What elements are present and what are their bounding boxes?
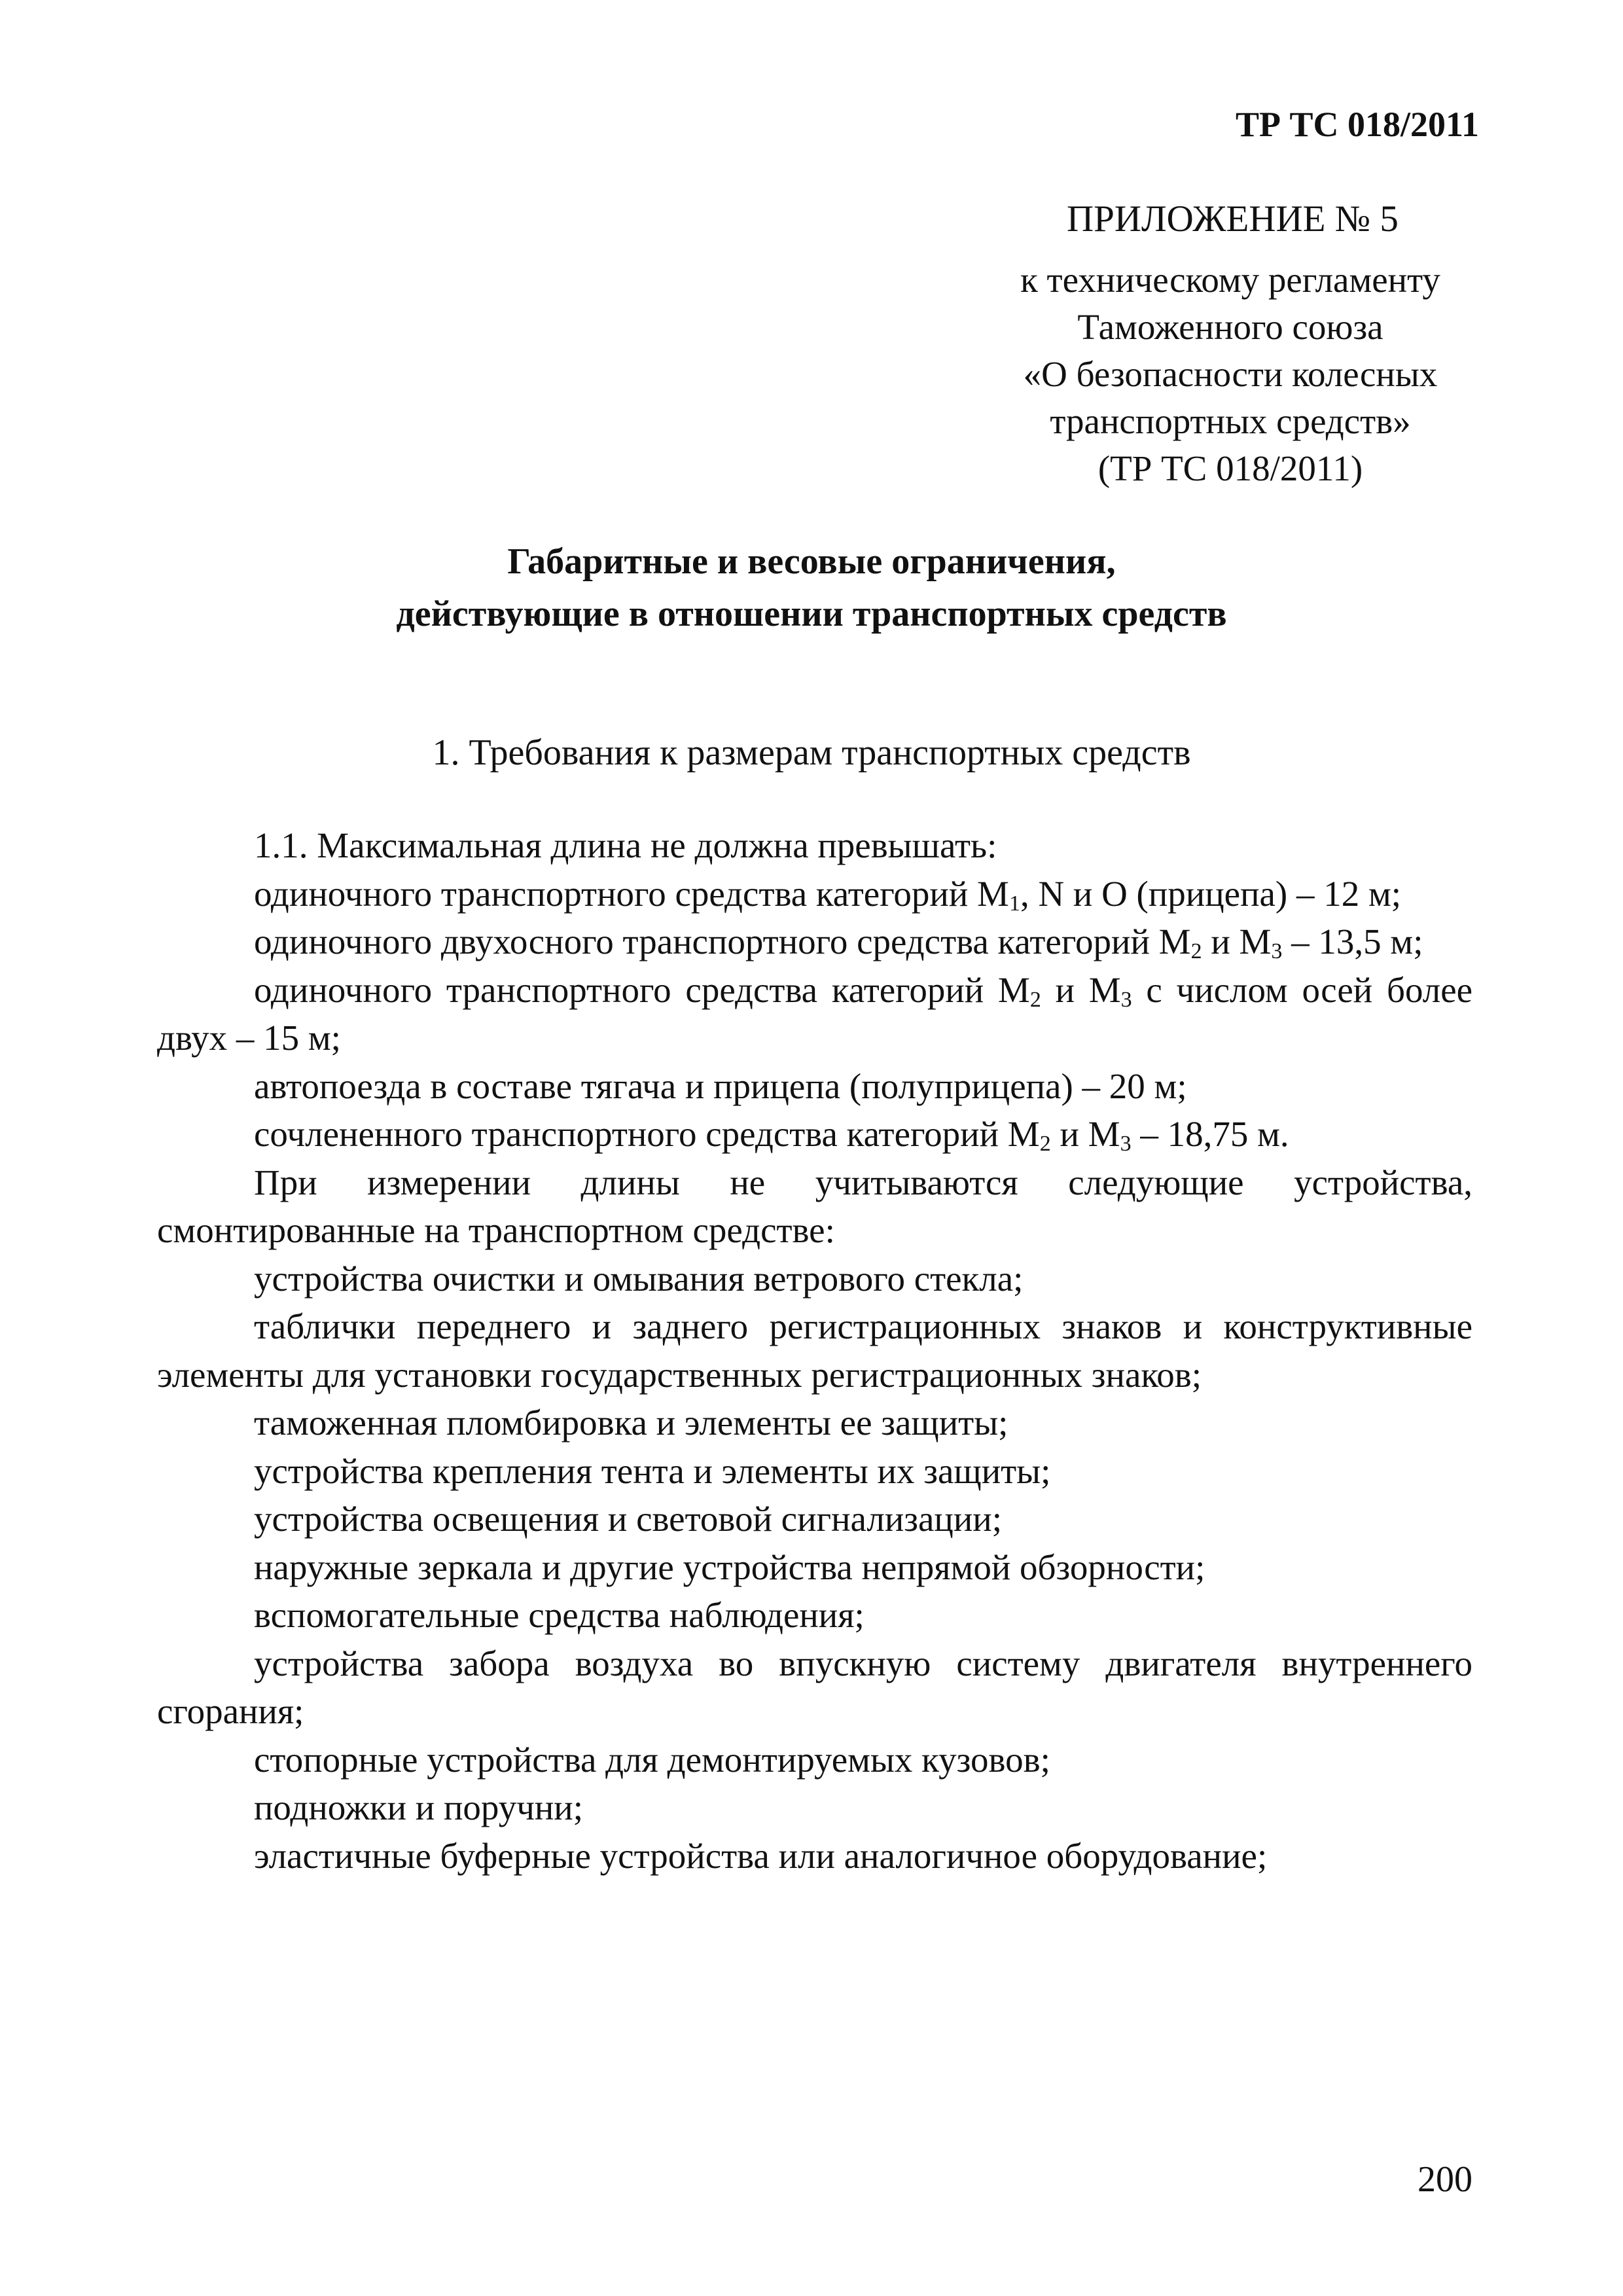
length-item-multi-axle: одиночного транспортного средства категорий $M_2$ и $M_3$ с числом осей более двух – 15 м; xyxy=(157,969,1473,1058)
intro-paragraph: 1.1. Максимальная длина не должна превышать: xyxy=(254,825,997,865)
exclusion-item: устройства крепления тента и элементы их защиты; xyxy=(254,1450,1051,1491)
length-item-road-train: автопоезда в составе тягача и прицепа (полуприцепа) – 20 м; xyxy=(254,1066,1187,1106)
length-item-articulated: сочлененного транспортного средства категорий $M_2$ и $M_3 - 18,75$ м. xyxy=(254,1114,1289,1156)
page-title xyxy=(157,535,1466,640)
exclusions-intro: При измерении длины не учитываются следующие устройства, смонтированные на транспортном средстве: xyxy=(157,1162,1472,1250)
exclusion-item: устройства очистки и омывания ветрового стекла; xyxy=(254,1258,1024,1299)
exclusion-item: эластичные буферные устройства или аналогичное оборудование; xyxy=(254,1835,1268,1876)
exclusion-item: устройства освещения и световой сигнализации; xyxy=(254,1499,1002,1539)
section-heading: 1. Требования к размерам транспортных средств xyxy=(432,732,1191,773)
exclusion-item: стопорные устройства для демонтируемых кузовов; xyxy=(254,1739,1050,1780)
exclusion-item: таможенная пломбировка и элементы ее защиты; xyxy=(254,1403,1008,1443)
reference-line: Таможенного союза xyxy=(1077,307,1383,347)
reference-line: транспортных средств» xyxy=(1050,401,1411,441)
reference-line: к техническому регламенту xyxy=(1020,260,1440,300)
reference-line: «О безопасности колесных xyxy=(1023,354,1438,394)
section-body xyxy=(157,821,1472,1880)
title-line-2: действующие в отношении транспортных средств xyxy=(396,594,1227,634)
exclusion-item: устройства забора воздуха во впускную систему двигателя внутреннего сгорания; xyxy=(157,1643,1472,1731)
regulation-reference xyxy=(903,257,1558,492)
exclusion-item: подножки и поручни; xyxy=(254,1787,584,1827)
length-item-single-vehicle: одиночного транспортного средства категорий $M_1$, N и O (прицепа) – 12 м; xyxy=(254,873,1402,916)
document-id: ТР ТС 018/2011 xyxy=(1235,105,1479,144)
exclusion-item: наружные зеркала и другие устройства непрямой обзорности; xyxy=(254,1547,1205,1587)
exclusion-item: таблички переднего и заднего регистрационных знаков и конструктивные элементы для установки государственных регистрационных знаков; xyxy=(157,1306,1472,1395)
page-number: 200 xyxy=(1418,2159,1472,2200)
reference-line: (ТР ТС 018/2011) xyxy=(1097,448,1363,488)
exclusion-item: вспомогательные средства наблюдения; xyxy=(254,1595,865,1635)
length-item-two-axle: одиночного двухосного транспортного средства категорий $M_2$ и $M_3 - 13,5$ м; xyxy=(254,922,1423,963)
appendix-title: ПРИЛОЖЕНИЕ № 5 xyxy=(1067,198,1399,240)
title-line-1: Габаритные и весовые ограничения, xyxy=(507,541,1116,582)
